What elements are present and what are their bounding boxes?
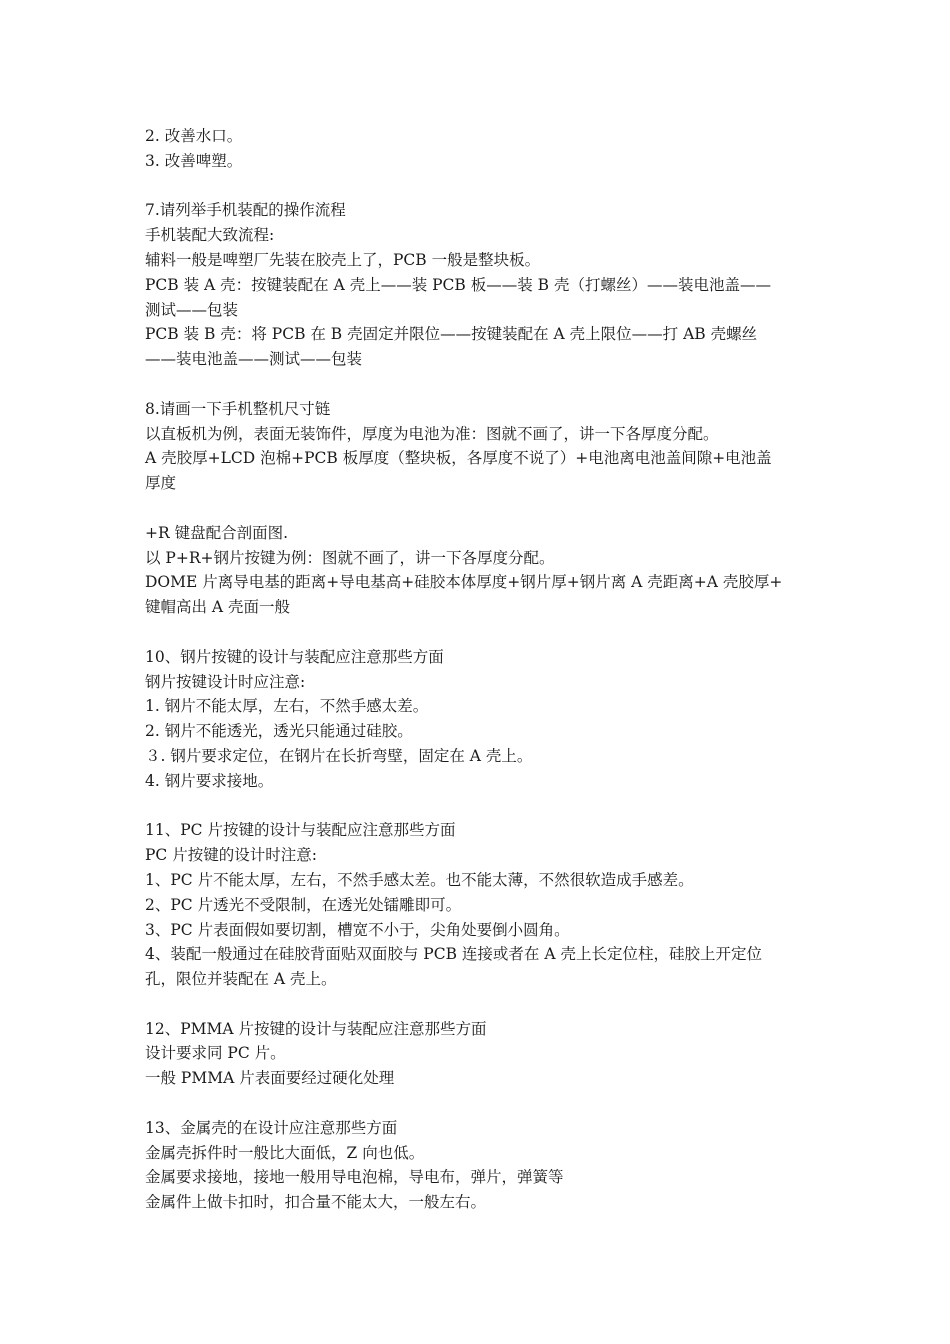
text-line: 1. 钢片不能太厚，左右，不然手感太差。 [145,697,429,716]
text-line: 设计要求同 PC 片。 [145,1044,286,1063]
text-line: ３. 钢片要求定位，在钢片在长折弯壁，固定在 A 壳上。 [145,746,533,765]
text-line: 4. 钢片要求接地。 [145,771,274,790]
text-line: PC 片按键的设计时注意: [145,846,317,865]
text-line: 8.请画一下手机整机尺寸链 [145,399,331,418]
text-line: 3、PC 片表面假如要切割，槽宽不小于，尖角处要倒小圆角。 [145,920,570,939]
text-line: 1、PC 片不能太厚，左右，不然手感太差。也不能太薄，不然很软造成手感差。 [145,870,694,889]
blank-line [145,992,810,1017]
text-line: 2、PC 片透光不受限制，在透光处镭雕即可。 [145,895,462,914]
text-line: ——装电池盖——测试——包装 [145,350,363,369]
text-line: 3. 改善啤塑。 [145,151,243,170]
blank-line [145,174,810,199]
text-line: PCB 装 A 壳：按键装配在 A 壳上——装 PCB 板——装 B 壳（打螺丝）——装电池盖—— [145,275,771,294]
text-line: 金属要求接地，接地一般用导电泡棉，导电布，弹片，弹簧等 [145,1168,564,1187]
text-line: 12、PMMA 片按键的设计与装配应注意那些方面 [145,1019,487,1038]
document-page [145,124,810,1215]
blank-line [145,372,810,397]
text-line: +R 键盘配合剖面图. [145,523,289,542]
text-line: 辅料一般是啤塑厂先装在胶壳上了，PCB 一般是整块板。 [145,250,541,269]
text-line: DOME 片离导电基的距离+导电基高+硅胶本体厚度+钢片厚+钢片离 A 壳距离+A 壳胶厚+ [145,573,783,592]
text-line: 钢片按键设计时应注意: [145,672,306,691]
text-line: 厚度 [145,474,177,493]
text-line: 2. 钢片不能透光，透光只能通过硅胶。 [145,722,413,741]
text-line: 13、金属壳的在设计应注意那些方面 [145,1118,398,1137]
text-line: 11、PC 片按键的设计与装配应注意那些方面 [145,821,456,840]
text-line: 测试——包装 [145,300,239,319]
text-line: 10、钢片按键的设计与装配应注意那些方面 [145,647,444,666]
text-line: 2. 改善水口。 [145,127,243,145]
text-line: 手机装配大致流程: [145,226,275,245]
blank-line [145,496,810,521]
text-line: 4、装配一般通过在硅胶背面贴双面胶与 PCB 连接或者在 A 壳上长定位柱，硅胶上开定位 [145,945,762,964]
text-line: 孔，限位并装配在 A 壳上。 [145,970,337,989]
text-line: 金属壳拆件时一般比大面低，Z 向也低。 [145,1143,425,1162]
text-line: 以直板机为例，表面无装饰件，厚度为电池为准：图就不画了，讲一下各厚度分配。 [145,424,719,443]
text-line: 7.请列举手机装配的操作流程 [145,201,346,220]
blank-line [145,620,810,645]
text-line: A 壳胶厚+LCD 泡棉+PCB 板厚度（整块板，各厚度不说了）+电池离电池盖间隙+电池盖 [145,449,772,468]
blank-line [145,794,810,819]
text-line: 金属件上做卡扣时，扣合量不能太大，一般左右。 [145,1193,487,1212]
text-line: 以 P+R+钢片按键为例：图就不画了，讲一下各厚度分配。 [145,548,555,567]
text-line: 一般 PMMA 片表面要经过硬化处理 [145,1069,395,1088]
text-line: PCB 装 B 壳：将 PCB 在 B 壳固定并限位——按键装配在 A 壳上限位——打 AB 壳螺丝 [145,325,758,344]
blank-line [145,1091,810,1116]
text-line: 键帽高出 A 壳面一般 [145,598,291,617]
